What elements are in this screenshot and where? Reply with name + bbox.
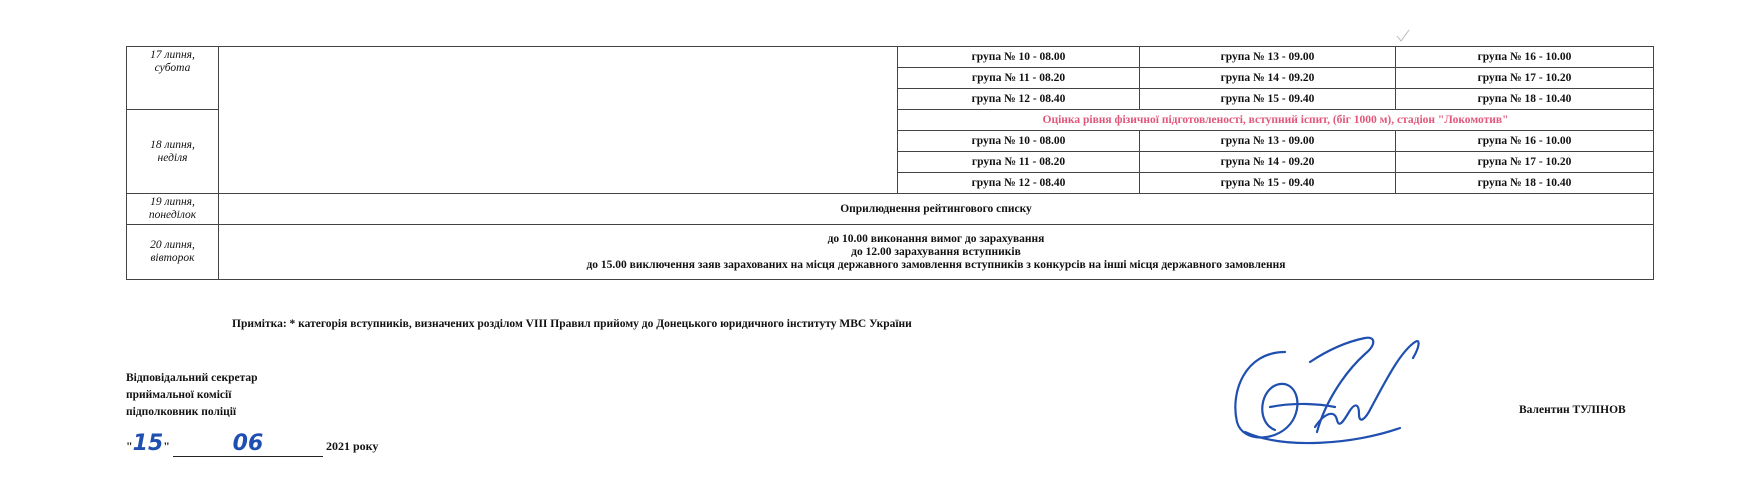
deadline-line: до 12.00 зарахування вступників	[851, 245, 1021, 258]
date-weekday: вівторок	[150, 252, 195, 264]
group-slot: група № 15 - 09.40	[1140, 173, 1396, 194]
handwritten-month: 06	[232, 431, 264, 456]
group-slot: група № 10 - 08.00	[898, 131, 1140, 152]
date-weekday: субота	[154, 62, 191, 74]
date-weekday: неділя	[157, 151, 188, 164]
date-cell	[127, 194, 219, 225]
enrollment-deadlines	[219, 225, 1654, 280]
table-row	[127, 194, 1654, 225]
date-weekday: понеділок	[148, 209, 197, 221]
table-row	[127, 225, 1654, 280]
signer-name: Валентин ТУЛІНОВ	[1519, 404, 1626, 416]
date-cell	[127, 47, 219, 110]
signing-date	[126, 431, 378, 457]
signature-icon	[1225, 332, 1435, 452]
group-slot: група № 13 - 09.00	[1140, 47, 1396, 68]
year-text: 2021 року	[325, 439, 379, 453]
exam-title: Оцінка рівня фізичної підготовленості, вступний іспит, (біг 1000 м), стадіон "Локомотив"	[898, 110, 1654, 131]
check-mark-icon	[1395, 28, 1411, 44]
secretary-title	[126, 370, 258, 421]
secretary-line: Відповідальний секретар	[126, 372, 258, 384]
month-underline	[173, 431, 323, 457]
group-slot: група № 13 - 09.00	[1140, 131, 1396, 152]
date-day: 17 липня,	[150, 49, 195, 61]
date-day: 20 липня,	[150, 239, 195, 251]
group-slot: група № 16 - 10.00	[1396, 47, 1654, 68]
group-slot: група № 11 - 08.20	[898, 68, 1140, 89]
group-slot: група № 18 - 10.40	[1396, 173, 1654, 194]
date-day: 18 липня,	[150, 138, 195, 151]
deadline-line: до 10.00 виконання вимог до зарахування	[827, 232, 1045, 245]
secretary-line: приймальної комісії	[126, 389, 232, 401]
ranking-announcement: Оприлюднення рейтингового списку	[219, 194, 1654, 225]
handwritten-day: 15	[132, 431, 164, 456]
date-day: 19 липня,	[150, 196, 195, 208]
group-slot: група № 10 - 08.00	[898, 47, 1140, 68]
footnote: Примітка: * категорія вступників, визначених розділом VIII Правил прийому до Донецького юридичного інституту МВС України	[232, 318, 912, 330]
open-quote: "	[126, 439, 133, 453]
date-cell	[127, 110, 219, 194]
group-slot: група № 17 - 10.20	[1396, 68, 1654, 89]
group-slot: група № 11 - 08.20	[898, 152, 1140, 173]
close-quote: "	[163, 439, 170, 453]
group-slot: група № 14 - 09.20	[1140, 152, 1396, 173]
group-slot: група № 18 - 10.40	[1396, 89, 1654, 110]
group-slot: група № 12 - 08.40	[898, 173, 1140, 194]
group-slot: група № 16 - 10.00	[1396, 131, 1654, 152]
group-slot: група № 14 - 09.20	[1140, 68, 1396, 89]
secretary-line: підполковник поліції	[126, 406, 237, 418]
date-cell	[127, 225, 219, 280]
deadline-line: до 15.00 виключення заяв зарахованих на місця державного замовлення вступників з конкурсів на інші місця державного замовлення	[586, 258, 1286, 271]
group-slot: група № 12 - 08.40	[898, 89, 1140, 110]
group-slot: група № 17 - 10.20	[1396, 152, 1654, 173]
table-row	[127, 47, 1654, 68]
schedule-table	[126, 46, 1654, 280]
group-slot: група № 15 - 09.40	[1140, 89, 1396, 110]
empty-cell	[219, 47, 898, 194]
